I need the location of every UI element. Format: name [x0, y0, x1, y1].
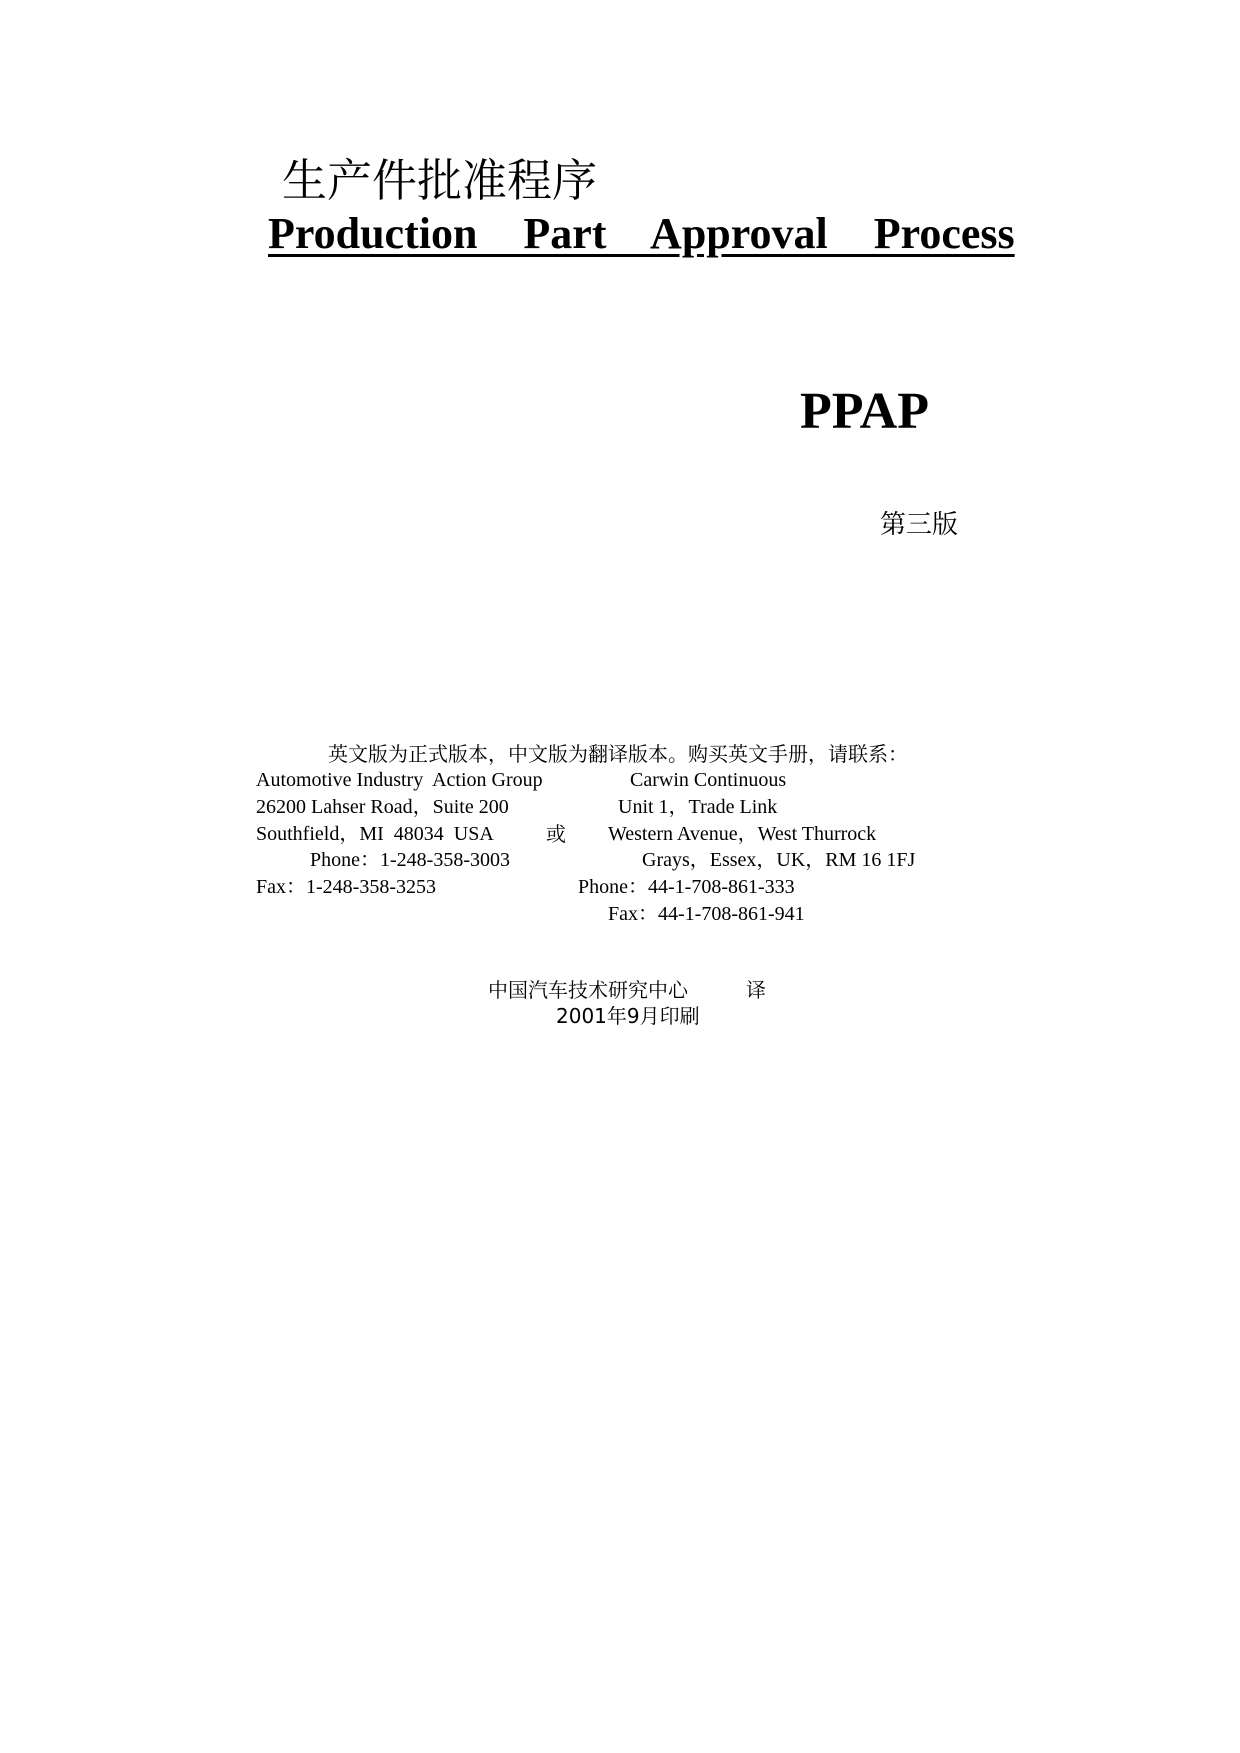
carwin-address-line-3: Grays，Essex，UK，RM 16 1FJ: [642, 849, 916, 871]
edition-label: 第三版: [880, 510, 959, 540]
carwin-fax: Fax：44-1-708-861-941: [608, 903, 805, 925]
carwin-address-line-1: Unit 1，Trade Link: [618, 796, 778, 818]
print-date: 2001年9月印刷: [556, 1004, 700, 1028]
translator-name: 中国汽车技术研究中心: [488, 978, 688, 1002]
aiag-name: Automotive Industry Action Group: [256, 769, 543, 791]
carwin-address-line-2: Western Avenue，West Thurrock: [608, 823, 877, 845]
aiag-address-line-2: Southfield，MI 48034 USA: [256, 823, 494, 845]
title-english: Production Part Approval Process: [268, 209, 1015, 258]
or-separator: 或: [546, 822, 566, 846]
aiag-address-line-1: 26200 Lahser Road，Suite 200: [256, 796, 509, 818]
translator-suffix: 译: [746, 978, 766, 1002]
acronym-title: PPAP: [800, 383, 929, 440]
title-chinese: 生产件批准程序: [282, 154, 598, 207]
aiag-phone: Phone：1-248-358-3003: [310, 849, 510, 871]
notice-text: 英文版为正式版本，中文版为翻译版本。购买英文手册，请联系：: [328, 742, 908, 766]
carwin-phone: Phone：44-1-708-861-333: [578, 876, 795, 898]
carwin-name: Carwin Continuous: [630, 769, 787, 791]
aiag-fax: Fax：1-248-358-3253: [256, 876, 436, 898]
